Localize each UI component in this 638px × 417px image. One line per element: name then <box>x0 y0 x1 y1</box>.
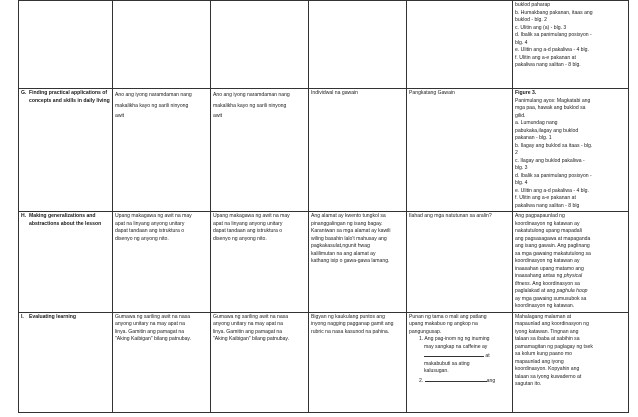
text-line: anyong unitary na may apat na <box>115 321 185 327</box>
text-line: Karaniwan sa mga alamat ay kawili <box>311 228 391 234</box>
text-line: Bigyan ng kaukulang puntos ang <box>311 313 385 320</box>
section-cell <box>19 312 113 412</box>
text-line: kathang isip o gawa-gawa lamang. <box>311 258 390 264</box>
text-line: inaasahan upang matamo ang <box>515 265 584 272</box>
text-line: Gumawa ng sariling awit na nasa <box>213 313 289 320</box>
text-line: ay mga gawaing sumusubok sa <box>515 295 587 302</box>
content-cell <box>309 212 407 313</box>
answer-blank[interactable] <box>425 376 487 382</box>
content-cell <box>407 1 513 89</box>
section-cell <box>19 89 113 212</box>
text-line: blg. 4 <box>515 180 528 186</box>
text-line: Ilahad ang mga natutunan sa aralin? <box>409 213 492 219</box>
text-line: linya. Gamitin ang pamagat na <box>115 328 185 335</box>
text-line: ang pagsasagawa at mapaganda <box>515 235 591 242</box>
text-line: apat na linyang anyong unitary <box>115 220 185 227</box>
text-line: apat na linyang anyong unitary <box>213 220 283 227</box>
answer-blank[interactable] <box>424 351 484 357</box>
content-cell <box>211 312 309 412</box>
text-line: gilid. <box>515 112 526 119</box>
text-line: Punan ng tama o mali ang patlang <box>409 313 487 320</box>
content-cell <box>513 312 629 412</box>
text-line: a. Lumundag nang <box>515 120 558 126</box>
text-line: "Aking Kaibigan" bilang patnubay. <box>115 336 192 342</box>
text-line: linya. Gamitin ang pamagat na <box>213 328 283 335</box>
text-line: awit <box>213 113 223 119</box>
text-line: sa kolum kung paano mo <box>515 351 572 357</box>
list-item: may sangkap na caffeine ay <box>424 343 488 350</box>
list-item: at <box>409 351 510 361</box>
text-line: pamamagitan ng paglagay ng tsek <box>515 343 593 350</box>
text-line: pagkakasulat,ngunit hwag <box>311 243 370 249</box>
text-line: rubric na nasa kasunod na pahina. <box>311 328 390 335</box>
text-line: dapat tandaan ang istruktura o <box>115 228 185 234</box>
text-line: awit <box>115 113 125 119</box>
text-line: e. Ulitin ang a-d pakaliwa - 4 blg. <box>515 187 589 194</box>
section-cell <box>19 1 113 89</box>
text-line: iyong katawan. Tingnan ang <box>515 328 579 335</box>
content-cell <box>407 89 513 212</box>
text-line: 2 <box>515 150 518 156</box>
content-cell <box>211 89 309 212</box>
text-line: koordinasyon ng katawan ay <box>515 258 580 264</box>
text-line: pakaliwa nang salitan - 8 blg <box>515 202 580 209</box>
table-row <box>19 212 629 313</box>
text-line: Upang makagawa ng awit na may <box>213 213 290 219</box>
text-line: makalikha kayo ng sarili ninyong <box>213 102 287 109</box>
text-line: mapaunlad ang iyong <box>515 358 564 365</box>
section-letter: G. <box>21 90 27 96</box>
text-line: talaan sa iyong kuwaderno at <box>515 373 582 380</box>
content-cell <box>407 212 513 313</box>
content-cell <box>211 212 309 313</box>
text-line: inyong nagging pagganap gamit ang <box>311 321 394 327</box>
text-line: d. Ibalik sa panimulang posisyon - <box>515 172 592 179</box>
text-line: Ano ang iyong naramdaman nang <box>213 92 290 98</box>
text-line: Ang pagpapaunlad ng <box>515 213 565 219</box>
content-cell <box>113 89 211 212</box>
text-line: makalikha kayo ng sarili ninyong <box>115 102 189 109</box>
text-line: "Aking Kaibigan" bilang patnubay. <box>213 336 290 342</box>
text-line: f. Ulitin ang a-e pakanan at <box>515 54 576 61</box>
text-line: Pangkatang Gawain <box>409 90 455 96</box>
text-line: e. Ulitin ang a-d pakaliwa - 4 blg. <box>515 47 589 53</box>
text-line: Gumawa ng sariling awit na nasa <box>115 313 191 320</box>
text-line: mga paa, hawak ang buklod sa <box>515 105 586 111</box>
table-row <box>19 89 629 212</box>
text-line: Individwal na gawain <box>311 90 359 96</box>
text-line: ang isang gawain. Ang paglinang <box>515 243 590 249</box>
text-line: d. Ibalik sa panimulang posisyon - <box>515 32 592 38</box>
text-line: anyong unitary na may apat na <box>213 321 283 327</box>
text-line: koordinasyon ng katawan. <box>515 303 575 309</box>
text-line: Ang alamat ay kwento tungkol sa <box>311 213 386 219</box>
text-line: Upang makagawa ng awit na may <box>115 213 192 219</box>
list-item: kalusugan. <box>424 368 449 374</box>
text-line: pinanggalingan ng isang bagay. <box>311 220 383 227</box>
text-line: c. Ulitin ang (a) - blg. 3 <box>515 24 567 31</box>
table-row <box>19 1 629 89</box>
text-line: Ano ang iyong naramdaman nang <box>115 92 192 98</box>
text-line: paglalakad at ang paghula hoop <box>515 288 588 294</box>
text-line: pabukaka,ilagay ang buklod <box>515 127 579 134</box>
section-title: abstractions about the lesson <box>29 220 102 227</box>
text-line: c. Ilagay ang buklod pakaliwa - <box>515 157 585 164</box>
text-line: kalilimutan na ang alamat ay <box>311 250 376 257</box>
text-line: fitness. Ang koordinasyon sa <box>515 280 580 287</box>
section-title: Evaluating learning <box>29 313 76 320</box>
text-line: Panimulang ayos: Magkatabi ang <box>515 97 591 104</box>
content-cell <box>113 1 211 89</box>
text-line: blg. 3 <box>515 165 528 171</box>
text-line: disenyo ng anyong nito. <box>115 235 169 242</box>
text-line: wiling basahin lalo't mahusay ang <box>311 235 387 242</box>
lesson-plan-table <box>18 0 629 413</box>
section-letter: I. <box>21 313 24 320</box>
content-cell <box>407 312 513 412</box>
content-cell <box>309 89 407 212</box>
figure-label: Figure 3. <box>515 90 537 96</box>
content-cell <box>113 312 211 412</box>
section-letter: H. <box>21 213 27 219</box>
text-line: upang makabuo ng angkop na <box>409 321 478 327</box>
text-line: b. Humakbang pakanan, itaas ang <box>515 9 593 16</box>
text-line: b. Ilagay ang buklod sa itaas - blg. <box>515 142 593 149</box>
list-item: 2. ang <box>419 377 496 384</box>
text-line: buklod paharap <box>515 2 551 8</box>
list-item: makabubuti sa ating <box>424 360 470 367</box>
text-line: blg. 4 <box>515 39 528 46</box>
section-title: Finding practical applications of <box>29 90 108 96</box>
text-line: nakatutulong upang mapadali <box>515 228 582 234</box>
section-title: Making generalizations and <box>29 213 96 219</box>
content-cell <box>513 1 629 89</box>
section-cell <box>19 212 113 313</box>
text-line: disenyo ng anyong nito. <box>213 235 267 242</box>
text-line: inaasahang antas ng physical <box>515 273 583 279</box>
content-cell <box>309 1 407 89</box>
section-title: concepts and skills in daily living <box>29 97 110 104</box>
text-line: sa mga gawaing makatutulong sa <box>515 250 591 257</box>
text-line: dapat tandaan ang istruktura o <box>213 228 283 234</box>
text-line: pakaliwa nang salitan - 8 blg. <box>515 62 581 68</box>
content-cell <box>513 89 629 212</box>
text-line: sagutan ito. <box>515 381 542 387</box>
text-line: mapaunlad ang koordinasyon ng <box>515 321 589 327</box>
text-line: talaan sa ibaba at sabihin sa <box>515 336 580 342</box>
text-line: koordinasyon ng katawan ay <box>515 220 580 227</box>
text-line: f. Ulitin ang a-e pakanan at <box>515 195 576 201</box>
content-cell <box>309 312 407 412</box>
content-cell <box>113 212 211 313</box>
content-cell <box>211 1 309 89</box>
content-cell <box>513 212 629 313</box>
text-line: pangungusap. <box>409 328 442 335</box>
text-line: koordinasyon. Kopyahin ang <box>515 366 580 372</box>
text-line: pakanan - blg. 1 <box>515 135 552 141</box>
text-line: buklod - blg. 2 <box>515 17 547 23</box>
table-row <box>19 312 629 412</box>
text-line: Mahalagang malaman at <box>515 313 572 320</box>
list-item: 1. Ang pag-inom ng ng inuming <box>419 336 490 342</box>
